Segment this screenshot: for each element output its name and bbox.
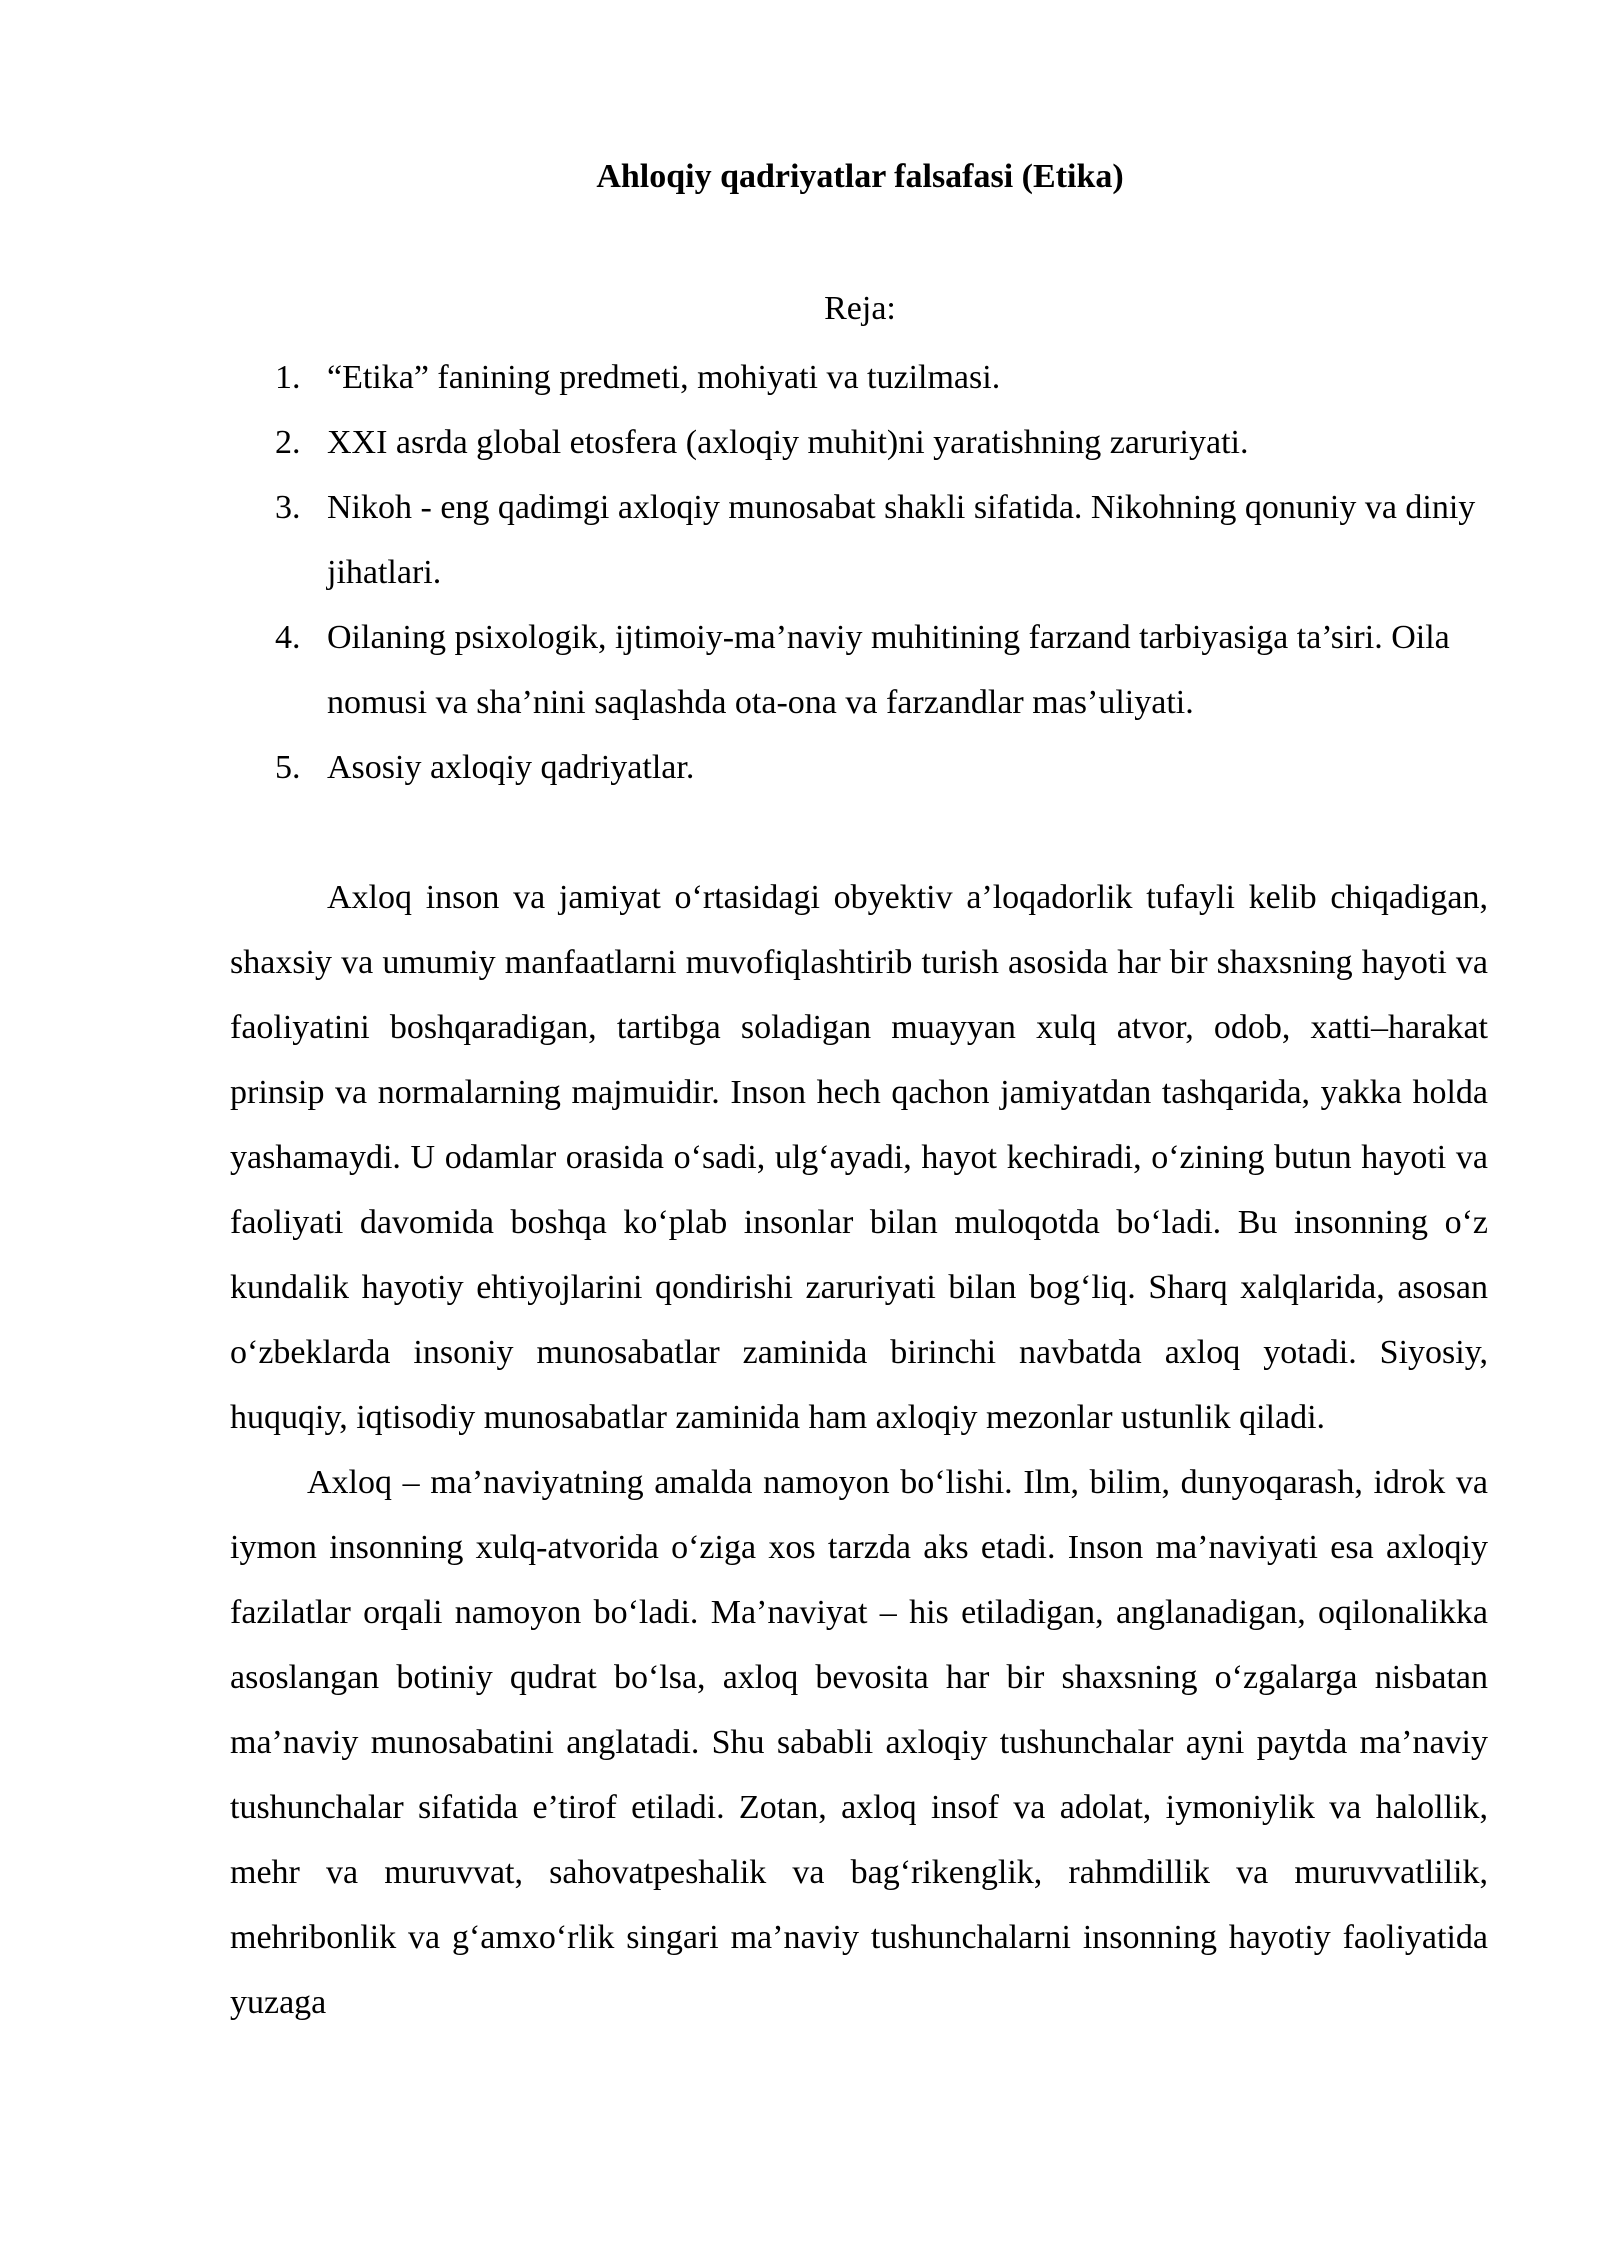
plan-item-text: Oilaning psixologik, ijtimoiy-ma’naviy muhitining farzand tarbiyasiga ta’siri. Oila nomusi va sha’nini saqlashda ota-ona va farzandlar mas’uliyati. bbox=[327, 619, 1450, 721]
body-text bbox=[230, 865, 1488, 2035]
plan-item-text: Nikoh - eng qadimgi axloqiy munosabat shakli sifatida. Nikohning qonuniy va diniy jihatlari. bbox=[327, 489, 1476, 591]
plan-item-number: 1. bbox=[275, 359, 301, 396]
body-paragraph: Axloq – ma’naviyatning amalda namoyon bo‘lishi. Ilm, bilim, dunyoqarash, idrok va iymon insonning xulq-atvorida o‘ziga xos tarzda aks etadi. Inson ma’naviyati esa axloqiy fazilatlar orqali namoyon bo‘ladi. Ma’naviyat – his etiladigan, anglanadigan, oqilonalikka asoslangan botiniy qudrat bo‘lsa, axloq bevosita har bir shaxsning o‘zgalarga nisbatan ma’naviy munosabatini anglatadi. Shu sababli axloqiy tushunchalar ayni paytda ma’naviy tushunchalar sifatida e’tirof etiladi. Zotan, axloq insof va adolat, iymoniylik va halollik, mehr va muruvvat, sahovatpeshalik va bag‘rikenglik, rahmdillik va muruvvatlilik, mehribonlik va g‘amxo‘rlik singari ma’naviy tushunchalarni insonning hayotiy faoliyatida yuzaga bbox=[230, 1464, 1488, 2021]
plan-list bbox=[275, 345, 1505, 800]
plan-heading: Reja: bbox=[824, 290, 896, 327]
plan-item-text: Asosiy axloqiy qadriyatlar. bbox=[327, 749, 695, 786]
body-paragraph: Axloq inson va jamiyat o‘rtasidagi obyektiv a’loqadorlik tufayli kelib chiqadigan, shaxsiy va umumiy manfaatlarni muvofiqlashtirib turish asosida har bir shaxsning hayoti va faoliyatini boshqaradigan, tartibga soladigan muayyan xulq atvor, odob, xatti–harakat prinsip va normalarning majmuidir. Inson hech qachon jamiyatdan tashqarida, yakka holda yashamaydi. U odamlar orasida o‘sadi, ulg‘ayadi, hayot kechiradi, o‘zining butun hayoti va faoliyati davomida boshqa ko‘plab insonlar bilan muloqotda bo‘ladi. Bu insonning o‘z kundalik hayotiy ehtiyojlarini qondirishi zaruriyati bilan bog‘liq. Sharq xalqlarida, asosan o‘zbeklarda insoniy munosabatlar zaminida birinchi navbatda axloq yotadi. Siyosiy, huquqiy, iqtisodiy munosabatlar zaminida ham axloqiy mezonlar ustunlik qiladi. bbox=[230, 879, 1488, 1436]
plan-item bbox=[275, 345, 1505, 410]
plan-item-number: 5. bbox=[275, 749, 301, 786]
plan-item bbox=[275, 605, 1505, 735]
document-title: Ahloqiy qadriyatlar falsafasi (Etika) bbox=[596, 158, 1124, 195]
plan-item-number: 4. bbox=[275, 619, 301, 656]
plan-item bbox=[275, 410, 1505, 475]
plan-item-number: 2. bbox=[275, 424, 301, 461]
plan-item bbox=[275, 475, 1505, 605]
plan-item-text: XXI asrda global etosfera (axloqiy muhit)ni yaratishning zaruriyati. bbox=[327, 424, 1249, 461]
plan-item-number: 3. bbox=[275, 489, 301, 526]
plan-item-text: “Etika” fanining predmeti, mohiyati va tuzilmasi. bbox=[327, 359, 1001, 396]
plan-item bbox=[275, 735, 1505, 800]
